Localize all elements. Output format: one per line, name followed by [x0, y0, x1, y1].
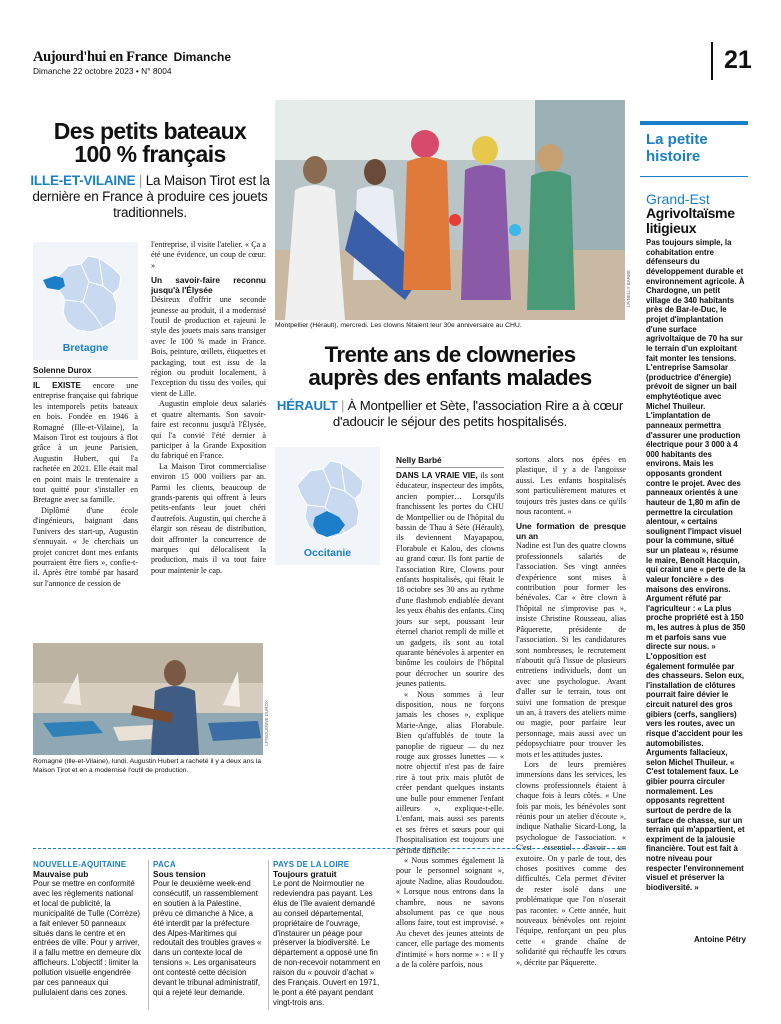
article2-column2 — [516, 455, 626, 968]
article1-col1-p2: Diplômé d'une école d'ingénieurs, baignant dans l'univers des start-up, Augustin s'ennuyait. « Je cherchais un projet concret dont mes enfants pourraient être fiers », confie-t-il. Après être tombé par hasard sur l'annonce de cession de — [33, 505, 138, 588]
sidebar-region: Grand-Est — [646, 191, 710, 207]
brief-body: Le pont de Noirmoutier ne redeviendra pas payant. Les élus de l'île avaient demandé au conseil départemental, propriétaire de l'ouvrage, d'instaurer un péage pour préserver la biodiversité. Le département a opposé une fin de non-recevoir notamment en raison du « pouvoir d'achat » des Français. Ouvert en 1971, le pont a été payant pendant vingt-trois ans. — [273, 879, 381, 1007]
article2-subhead: Une formation de presque un an — [516, 521, 626, 542]
article1-subhead: Un savoir-faire reconnu jusqu'à l'Élysée — [151, 275, 266, 296]
article1-col1-p1: encore une entreprise française qui fabrique les intemporels petits bateaux en bois. Fondée en 1946 à Romagné (Ille-et-Vilaine), la Maison Tirot est toujours à flot grâce à un jeune Parisien, Augustin Hubert, qui l'a rachetée en 2021. Elle était mal en point mais le trentenaire a tout quitté pour s'installer en Bretagne avec sa famille. — [33, 381, 138, 505]
article2-column1 — [396, 471, 504, 971]
article2-col2-p2: Lors de leurs premières immersions dans les services, les clowns professionnels étaient à chaque fois à leurs côtés. « Une fois par mois, les bénévoles sont réunis pour un atelier d'écoute », indique Nathalie Sicard-Long, la psychologue de l'association. « C'est essentiel d'avoir un exutoire. On y parle de tout, des choses positives comme des difficultés. Cela permet d'éviter de rester isolé dans une problématique que l'on n'oserait pas raconter. » Cette année, huit nouveaux bénévoles ont rejoint l'équipe, renforçant un peu plus cette « grande chaîne de solidarité qui réchauffe les cœurs », décrite par Pâquerette. — [516, 759, 626, 967]
article1-title-line2: 100 % français — [74, 141, 226, 167]
article2-col1-p3: « Nous sommes également là pour le personnel soignant », ajoute Nadine, alias Roudoudou. « Lorsque nous entrons dans la chambre, nous ne savons absolument pas ce que nous allons faire, tout est improvisé. » Au chevet des jeunes atteints de cancer, elle partage des moments d'intimité « hors norme » : « Il y a de la colère parfois, nous — [396, 856, 504, 970]
brief-title: Sous tension — [153, 869, 206, 879]
article1-col2-p2: Augustin emploie deux salariés et quatre alternants. Son savoir-faire est reconnu jusqu'à l'Élysée, qui l'a convié l'été dernier à participer à la Grande Exposition du fabriqué en France. — [151, 399, 266, 461]
france-map-icon — [275, 447, 380, 547]
article2-photo — [275, 100, 625, 320]
sidebar-byline: Antoine Pétry — [693, 935, 746, 944]
sidebar-section-title — [646, 131, 708, 165]
article1-col2-p3: La Maison Tirot commercialise environ 15 000 voiliers par an. Parmi les clients, beaucoup de grands-parents qui offrent à leurs petits-enfants leur jouet chéri d'autrefois. Augustin, qui cherche à élargir son réseau de distribution, doit affronter la concurrence de marques qui délocalisent la production, mais il va tout faire pour maintenir le cap. — [151, 461, 266, 575]
article1-photo-credit: LP/SOLENNE DUROX — [264, 700, 269, 746]
sidebar-title-line1: Agrivoltaïsme — [646, 205, 735, 221]
article2-col1-p2: « Nous sommes à leur disposition, nous ne forçons jamais les choses », explique Marie-Ange, alias Florabule. Bien qu'affublés de toute la panoplie de rigueur — du nez rouge aux grosses lunettes — « notre objectif n'est pas de faire rire à tout prix mais plutôt de créer pendant quelques instants une bulle pour emmener l'enfant ailleurs », explique-t-elle. L'enfant, mais aussi ses parents et ses frères et sœurs pour qui l'hospitalisation est toujours une période difficile. — [396, 689, 504, 855]
article1-lead: IL EXISTE — [33, 381, 81, 390]
article1-subtitle-text: La Maison Tirot est la dernière en France à produire ces jouets traditionnels. — [32, 173, 270, 220]
brief-nouvelle-aquitaine — [33, 860, 141, 998]
brief-body: Pour se mettre en conformité avec les règlements national et local de publicité, la municipalité de Tulle (Corrèze) a fait enlever 50 panneaux situés dans le centre et en entrées de ville. Pour y arriver, il a fallu mettre en demeure dix afficheurs. L'objectif : limiter la pollution visuelle engendrée par ces panneaux qui pullulaient dans ces zones. — [33, 879, 141, 997]
article1-col2-intro: l'entreprise, il visite l'atelier. « Ça a été une évidence, un coup de cœur. » — [151, 240, 266, 270]
article2-col1-p1: ils sont éducateur, inspecteur des impôts, ancien pompier… Lorsqu'ils franchissent les portes du CHU de Montpellier ou de l'hôpital du bassin de Thau à Sète (Hérault), ils deviennent Mayapapou, Florabule et Kalou, des clowns au grand cœur. Ils font partie de l'association Rire, Clowns pour enfants hospitalisés, qui fêtait le 18 octobre ses 30 ans au rythme d'une flashmob endiablée devant les yeux ébahis des enfants. Cinq jours sur sept, poussant leur éternel chariot rempli de mille et un gadgets, ils sont au total quarante bénévoles à arpenter en binôme les couloirs de l'hôpital pour décrocher un sourire des jeunes patients. — [396, 471, 504, 689]
sidebar-section-title-line2: histoire — [646, 148, 701, 165]
sidebar-body: Pas toujours simple, la cohabitation entre défenseurs du développement durable et environnement agricole. À Chardogne, un petit village de 340 habitants près de Bar-le-Duc, le projet d'implantation d'une surface agrivoltaïque de 70 ha sur le terrain d'un exploitant fait monter les tensions. L'entreprise Samsolar (productrice d'énergie) prévoit de signer un bail emphytéotique avec Michel Thuileur. L'implantation de panneaux permettra d'assurer une production électrique pour 3 000 à 4 000 habitants des environs. Mais les opposants grondent contre le projet. Avec des panneaux orientés à une hauteur de 1,80 m afin de permettre la circulation alentour, « certains soulignent l'impact visuel pour la commune, situé sur un plateau », résume le maire, Benoît Hacquin, qui craint une « perte de la valeur foncière » des maisons des environs. Argument réfuté par l'agriculteur : « La plus proche propriété est à 150 m, les autres à plus de 350 m et parfois sans vue directe sur nous. » L'opposition est également formulée par des chasseurs. Selon eux, l'installation de clôtures pourrait faire dévier le circuit naturel des gros gibiers (cerfs, sangliers) vers les routes, avec un risque d'accident pour les automobilistes. Arguments fallacieux, selon Michel Thuileur. « C'est totalement faux. Le gibier pourra circuler normalement. Les opposants regrettent surtout de perdre de la surface de chasse, sur un terrain qui m'appartient, et expriment de la jalousie financière. Tout est fait à notre niveau pour respecter l'environnement visuel et préserver la biodiversité. » — [646, 238, 746, 892]
masthead-issue: N° 8004 — [141, 66, 172, 76]
article2-col2-intro: sortons alors nos épées en plastique, il y a de l'angoisse aussi. Les enfants hospitalisés sont particulièrement matures et toujours très justes dans ce qu'ils nous racontent. » — [516, 455, 626, 517]
article2-col2-p1: Nadine est l'un des quatre clowns professionnels salariés de l'association. Ses vingt années d'expérience sont mises à contribution pour former les bénévoles. Car « être clown à l'hôpital ne s'improvise pas », insiste Christine Rousseau, alias Pâquerette, présidente de l'association. Si les candidatures sont nombreuses, le recrutement n'aboutit qu'à l'issue de plusieurs entretiens individuels, dont un avec une psychologue. Avant d'aller sur le terrain, tous ont suivi une formation de presque un an, à travers des ateliers mime ou magie, pour parfaire leur personnage, mais aussi avec un pédopsychiatre pour trouver les mots et les attitudes justes. — [516, 541, 626, 759]
article1-caption: Romagné (Ille-et-Vilaine), lundi. Augustin Hubert a racheté il y a deux ans la Maison Tirot et en a modernisé l'outil de production. — [33, 758, 262, 774]
article2-map — [275, 447, 380, 565]
masthead-edition: Dimanche — [173, 50, 232, 64]
page-number: 21 — [724, 46, 752, 74]
article1-kicker: ILLE-ET-VILAINE — [30, 173, 136, 188]
article2-title — [275, 343, 625, 389]
article1-title-line1: Des petits bateaux — [53, 118, 247, 144]
article2-map-label: Occitanie — [303, 547, 352, 559]
article2-title-line2: auprès des enfants malades — [308, 365, 592, 390]
article2-lead: DANS LA VRAIE VIE, — [396, 471, 478, 480]
sidebar-section-title-line1: La petite — [646, 131, 708, 148]
article1-title — [30, 120, 270, 166]
article1-column1 — [33, 381, 138, 589]
sidebar-title — [646, 206, 735, 236]
article1-map — [33, 242, 138, 360]
article1-byline: Solenne Durox — [33, 365, 92, 375]
article1-subtitle: ILLE-ET-VILAINE | La Maison Tirot est la dernière en France à produire ces jouets traditionnels. — [30, 173, 270, 220]
masthead-date: Dimanche 22 octobre 2023 — [33, 66, 134, 76]
masthead: Aujourd'hui en France Dimanche Dimanche 22 octobre 2023 • N° 8004 — [33, 49, 232, 76]
article1-column2 — [151, 240, 266, 576]
article1-photo — [33, 643, 263, 755]
article2-photo-credit: LP/NELLY BARBÉ — [626, 270, 631, 308]
article2-subtitle: HÉRAULT | À Montpellier et Sète, l'association Rire a à cœur d'adoucir le séjour des petits hospitalisés. — [276, 398, 624, 429]
brief-region: PACA — [153, 860, 176, 869]
article1-map-label: Bretagne — [62, 342, 109, 354]
masthead-brand: Aujourd'hui en France — [33, 49, 168, 65]
brief-title: Toujours gratuit — [273, 869, 337, 879]
masthead-divider — [711, 42, 713, 80]
france-map-icon — [33, 242, 138, 342]
article2-byline: Nelly Barbé — [396, 455, 442, 465]
brief-region: NOUVELLE-AQUITAINE — [33, 860, 127, 869]
brief-paca — [153, 860, 263, 998]
article2-subtitle-text: À Montpellier et Sète, l'association Rire a à cœur d'adoucir le séjour des petits hospitalisés. — [332, 398, 624, 429]
article2-caption: Montpellier (Hérault), mercredi. Les clowns fêtaient leur 30e anniversaire au CHU. — [275, 322, 522, 329]
sidebar-title-line2: litigieux — [646, 220, 697, 236]
article1-col2-p1: Désireux d'offrir une seconde jeunesse au produit, il a modernisé l'outil de production et rajeuni le style des jouets mais sans transiger avec le 100 % made in France. Bois, peinture, œillets, étiquettes et packaging, tout est issu de la région ou produit localement, à l'exception du tissu des voiles, qui vient de Lille. — [151, 295, 266, 398]
brief-pays-de-la-loire — [273, 860, 385, 1008]
brief-title: Mauvaise pub — [33, 869, 89, 879]
article2-title-line1: Trente ans de clowneries — [324, 342, 576, 367]
article2-kicker: HÉRAULT — [276, 398, 338, 413]
brief-region: PAYS DE LA LOIRE — [273, 860, 350, 869]
brief-body: Pour le deuxième week-end consécutif, un rassemblement en soutien à la Palestine, prévu ce dimanche à Nice, a été interdit par la préfecture des Alpes-Maritimes qui redoutait des troubles graves « dans un contexte local de tensions ». Les organisateurs ont contesté cette décision devant le tribunal administratif, qui a rejeté leur demande. — [153, 879, 262, 997]
